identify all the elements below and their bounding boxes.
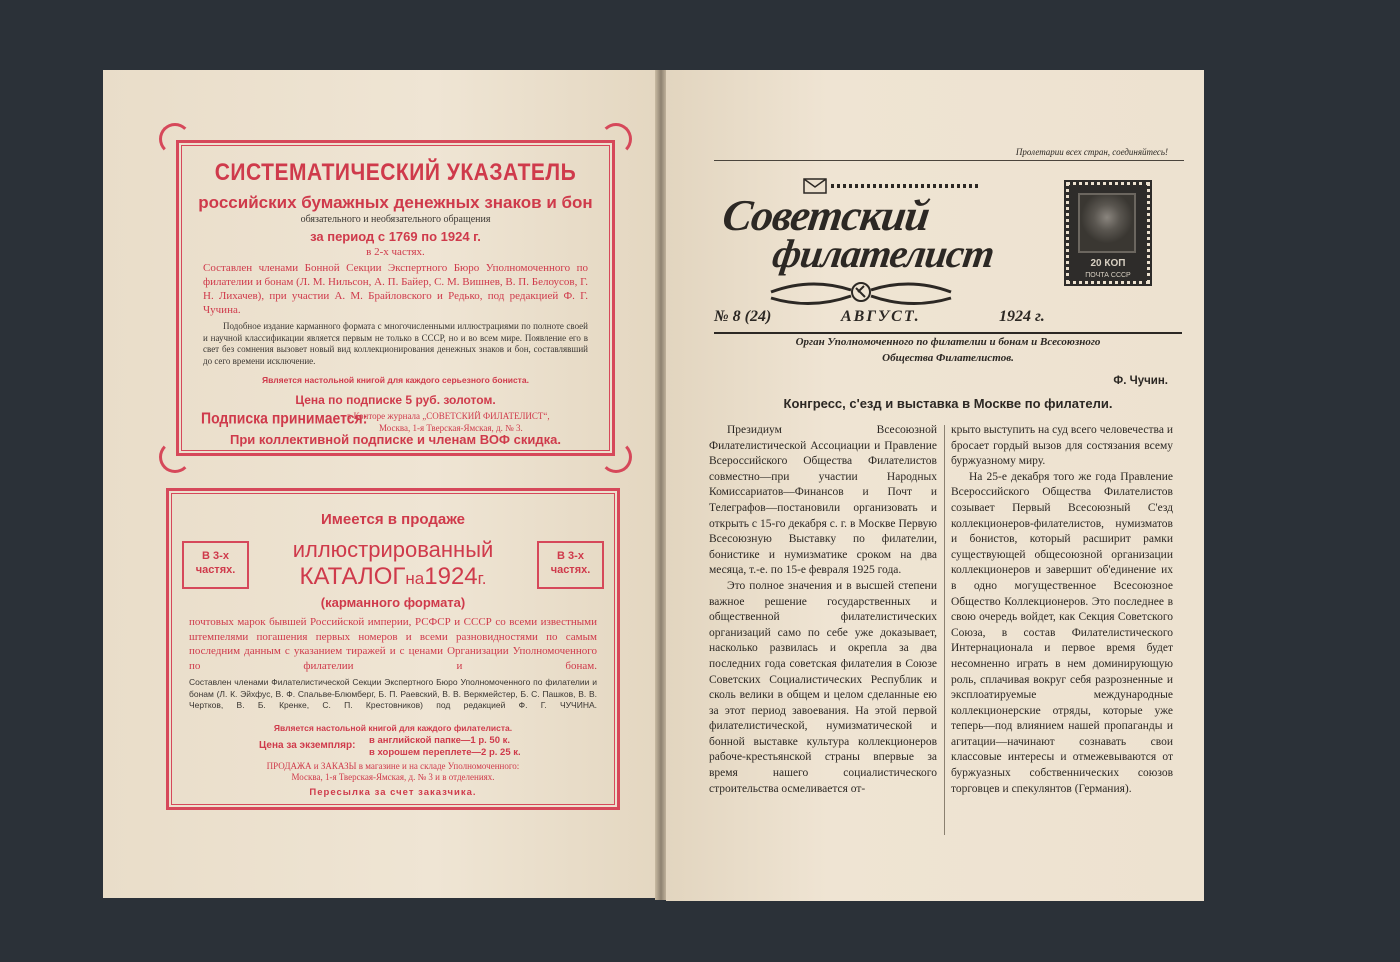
stamp-portrait — [1078, 193, 1136, 253]
ad-subscription-address-2: Москва, 1-я Тверская-Ямская, д. № 3. — [379, 423, 523, 433]
masthead-title-2: филателист — [769, 231, 997, 276]
ad2-title-year: 1924 — [424, 563, 478, 590]
ad2-authors: Составлен членами Филателистической Секции Экспертного Бюро Уполномоченного по филателии и бонам (Л. К. Эйхфус, В. Ф. Спальве-Блюмберг, Б. П. Раевский, В. В. Веркмейстер, Б. С. Пашков, В. В. Чертков, В. Б. Кренке, С. П. Крестовников) под редакцией Ф. Г. ЧУЧИНА. — [189, 677, 597, 710]
ad2-title-2 — [169, 563, 617, 591]
column-divider — [944, 425, 945, 835]
masthead-title-1: Советский — [719, 191, 933, 240]
ad-authors: Составлен членами Бонной Секции Экспертного Бюро Уполномоченного по филателии и бонам (Л. М. Нильсон, А. П. Байер, С. М. Вишнев, В. П. Белоусов, Г. Н. Лихачев), при участии А. М. Брайловского и Редько, под редакцией Ф. Г. Чучина. — [203, 262, 588, 316]
organ-line-1: Орган Уполномоченного по филателии и бонам и Всесоюзного — [795, 336, 1101, 348]
right-page — [666, 70, 1204, 901]
left-page — [103, 70, 656, 898]
ad-period: за период с 1769 по 1924 г. — [310, 229, 481, 244]
organ-line-2: Общества Филателистов. — [882, 352, 1014, 364]
ad2-orders-2: Москва, 1-я Тверская-Ямская, д. № 3 и в отделениях. — [291, 772, 495, 782]
catalog-index-ad — [176, 140, 615, 456]
ad-note: Является настольной книгой для каждого серьезного бониста. — [262, 375, 529, 385]
ad2-description: почтовых марок бывшей Российской империи, РСФСР и СССР со всеми известными штемпелями погашения первых номеров и всеми разновидностями по самым последним данным с указанием тиражей и с ценами Организации Уполномоченного по филателии и бонам. — [189, 616, 597, 672]
ad-subscription-address-1: в Конторе журнала „СОВЕТСКИЙ ФИЛАТЕЛИСТ“, — [347, 411, 550, 421]
article-author: Ф. Чучин. — [1113, 375, 1168, 387]
ad2-shipping: Пересылка за счет заказчика. — [309, 787, 477, 798]
ad-price: Цена по подписке 5 руб. золотом. — [295, 393, 496, 407]
stamp-catalog-ad — [166, 488, 620, 810]
ad-subtitle-2: обязательного и необязательного обращения — [300, 214, 491, 225]
ad2-price-1: в английской папке—1 р. 50 к. — [369, 735, 511, 746]
ad2-title-na: на — [405, 569, 425, 588]
ad-subtitle: российских бумажных денежных знаков и бон — [198, 193, 593, 212]
ad2-price-label: Цена за экземпляр: — [259, 740, 356, 751]
col1-paragraph-2: Это полное значения и в высшей степени важное решение государственных и общественной филателистических организаций само по себе уже доказывает, насколько развилась и окрепла за два последних года советская филателия в Союзе Советских Социалистических Республик и сколь велики в общем и целом сделанные ею за этот период завоевания. На этой первой филателистической, нумизматической и бонной выставке культура коллекционеров рабоче-крестьянской страны впервые за время нашего социалистического строительства осмеливается от- — [709, 579, 937, 795]
stamp-image — [1066, 182, 1150, 284]
stamp-value: 20 КОП — [1090, 258, 1126, 269]
ad-description: Подобное издание карманного формата с многочисленными иллюстрациями по полноте своей и научной классификации является первым не только в СССР, но и во всем мире. Появление его в свет без сомнения вызовет новый вид коллекционирования денежных знаков и бон, составлявший до сего времени исключение. — [203, 321, 588, 366]
col2-paragraph-2: На 25-е декабря того же года Правление Всероссийского Общества Филателистов созывает Первый Всесоюзный С'езд коллекционеров-филателистов, нумизматов и бонистов, который расширит рамки существующей общесоюзной организации коллекционеров и завершит об'единение их в одно могущественное Всесоюзное Общество Коллекционеров. Это последнее в свою очередь войдет, как Секция Советского Союза, в состав Филателистического Интернационала и первое время будет несомненно играть в нем доминирующую роль, сплачивая вокруг себя разрозненные и эксплоатируемые международные коллекционерские отряды, которые уже теперь—под влиянием нашей пропаганды и агитации—начинают сознавать свои классовые интересы и отмежевываются от буржуазных собственнических союзов торговцев и спекулянтов (Германия). — [951, 470, 1173, 795]
hammer-sickle-icon — [761, 272, 961, 312]
issue-month: АВГУСТ. — [841, 308, 921, 325]
ad2-title-catalog: КАТАЛОГ — [299, 563, 406, 590]
ad2-title-g: г. — [477, 569, 487, 588]
ad-subscription-label: Подписка принимается: — [201, 409, 368, 427]
ad2-title-1: иллюстрированный — [292, 537, 494, 562]
ad2-orders-1: ПРОДАЖА и ЗАКАЗЫ в магазине и на складе Уполномоченного: — [266, 761, 520, 771]
masthead — [721, 172, 1021, 312]
parts-label-left: В 3-х частях. — [195, 550, 236, 576]
article-headline: Конгресс, с'езд и выставка в Москве по филатели. — [783, 396, 1113, 411]
ad2-heading: Имеется в продаже — [321, 511, 465, 528]
stamp-country: ПОЧТА СССР — [1085, 272, 1131, 279]
ad2-format: (карманного формата) — [320, 595, 466, 610]
col1-paragraph-1: Президиум Всесоюзной Филателистической Ассоциации и Правление Всероссийского Общества Филателистов совместно—при участии Народных Комиссариатов—Финансов и Почт и Телеграфов—постановили организовать и открыть с 15-го декабря с. г. в Москве Первую Всесоюзную Выставку по филателии, бонистике и нумизматике сроком на два месяца, т.-е. по 15-е февраля 1925 года. — [709, 424, 937, 577]
parts-label-right: В 3-х частях. — [550, 550, 591, 576]
issue-rule — [714, 332, 1182, 334]
ad2-price-2: в хорошем переплете—2 р. 25 к. — [369, 747, 521, 758]
ornament-curl — [159, 123, 191, 155]
article-column-1 — [709, 423, 937, 797]
issue-year: 1924 г. — [999, 308, 1045, 325]
ad-title: СИСТЕМАТИЧЕСКИЙ УКАЗАТЕЛЬ — [214, 159, 577, 186]
motto: Пролетарии всех стран, соединяйтесь! — [1015, 147, 1168, 157]
issue-number: № 8 (24) — [714, 308, 772, 325]
ad-parts: в 2-х частях. — [366, 246, 425, 258]
col2-paragraph-1: крыто выступить на суд всего человечества и бросает гордый вызов для состязания всему буржуазному миру. — [951, 424, 1173, 468]
ad-discount: При коллективной подписке и членам ВОФ скидка. — [230, 432, 561, 447]
ad2-note: Является настольной книгой для каждого филателиста. — [273, 723, 513, 733]
article-column-2 — [951, 423, 1173, 797]
masthead-flourish — [831, 184, 981, 188]
header-rule — [714, 160, 1184, 161]
ornament-curl — [600, 123, 632, 155]
